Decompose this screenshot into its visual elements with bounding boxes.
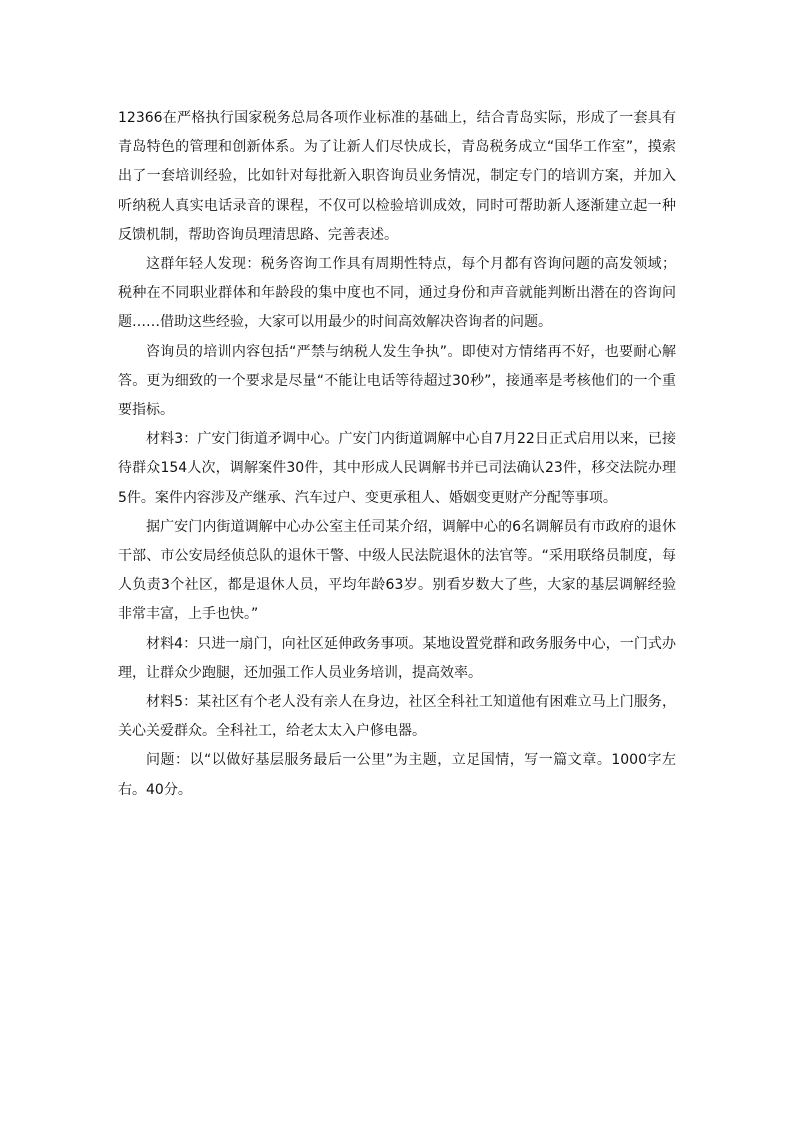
paragraph-12366-intro: 12366在严格执行国家税务总局各项作业标准的基础上，结合青岛实际，形成了一套具有青岛特色的管理和创新体系。为了让新人们尽快成长，青岛税务成立“国华工作室”，摸索出了一套培训经验，比如针对每批新入职咨询员业务情况，制定专门的培训方案，并加入听纳税人真实电话录音的课程，不仅可以检验培训成效，同时可帮助新人逐渐建立起一种反馈机制，帮助咨询员理清思路、完善表述。: [118, 110, 676, 243]
paragraph-young-staff-findings: 这群年轻人发现：税务咨询工作具有周期性特点，每个月都有咨询问题的高发领域；税种在不同职业群体和年龄段的集中度也不同，通过身份和声音就能判断出潜在的咨询问题……借助这些经验，大家可以用最少的时间高效解决咨询者的问题。: [118, 256, 676, 331]
paragraph-material-4: 材料4：只进一扇门，向社区延伸政务事项。某地设置党群和政务服务中心，一门式办理，让群众少跑腿，还加强工作人员业务培训，提高效率。: [118, 635, 676, 681]
document-body: [118, 104, 676, 805]
paragraph-training-content: 咨询员的培训内容包括“严禁与纳税人发生争执”。即使对方情绪再不好，也要耐心解答。更为细致的一个要求是尽量“不能让电话等待超过30秒”，接通率是考核他们的一个重要指标。: [118, 343, 676, 419]
paragraph-mediation-center: 据广安门内街道调解中心办公室主任司某介绍，调解中心的6名调解员有市政府的退休干部、市公安局经侦总队的退休干警、中级人民法院退休的法官等。“采用联络员制度，每人负责3个社区，都是退休人员，平均年龄63岁。别看岁数大了些，大家的基层调解经验非常丰富，上手也快。”: [118, 518, 676, 623]
paragraph-question: 问题：以“以做好基层服务最后一公里”为主题，立足国情，写一篇文章。1000字左右。40分。: [118, 752, 676, 798]
paragraph-material-5: 材料5：某社区有个老人没有亲人在身边，社区全科社工知道他有困难立马上门服务，关心关爱群众。全科社工，给老太太入户修电器。: [118, 694, 676, 740]
paragraph-material-3: 材料3：广安门街道矛调中心。广安门内街道调解中心自7月22日正式启用以来，已接待群众154人次，调解案件30件，其中形成人民调解书并已司法确认23件，移交法院办理5件。案件内容涉及产继承、汽车过户、变更承租人、婚姻变更财产分配等事项。: [118, 431, 676, 506]
